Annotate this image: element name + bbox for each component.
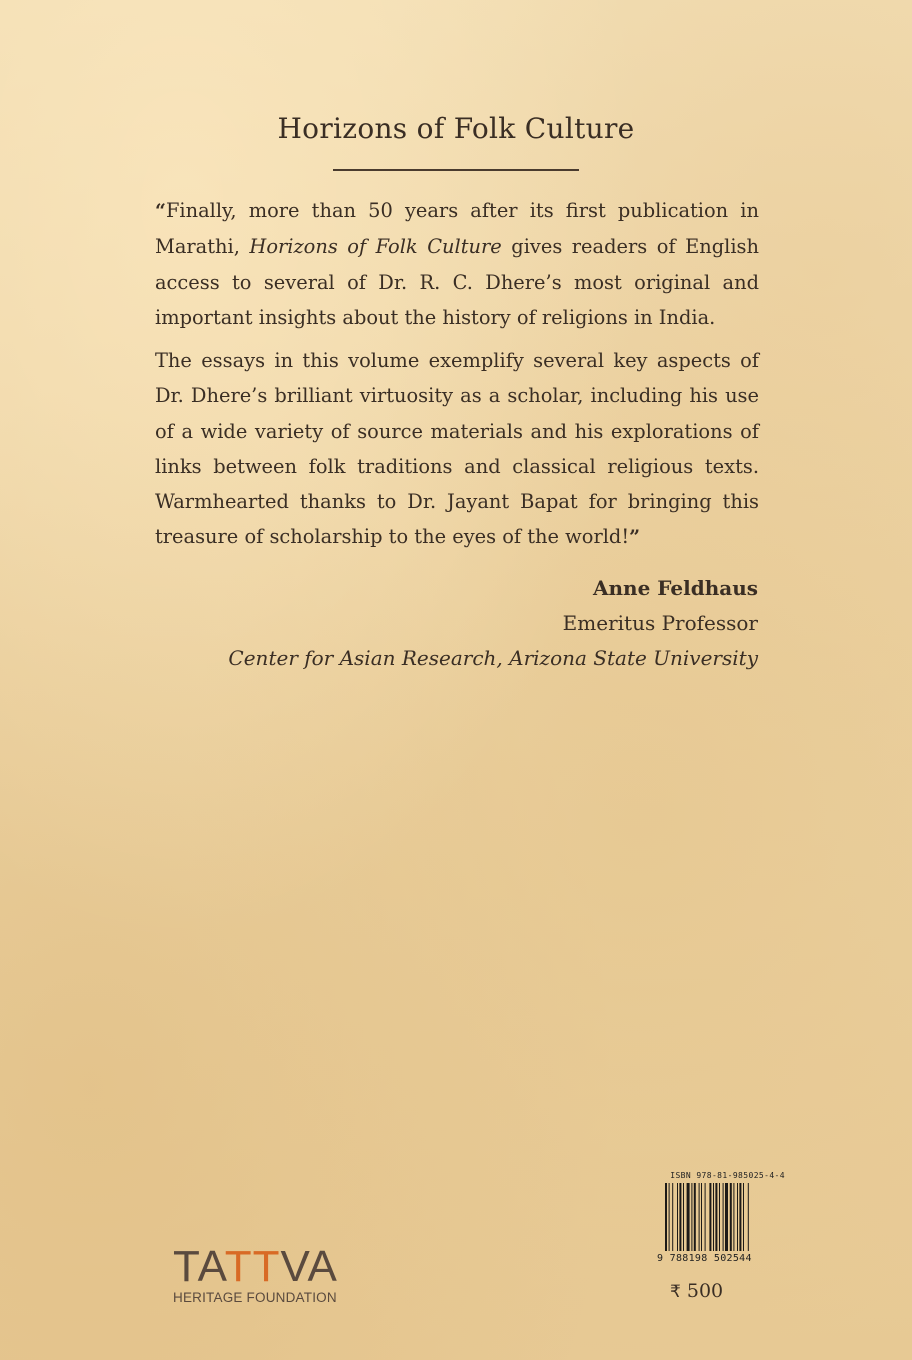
- rupee-icon: ₹: [670, 1282, 681, 1302]
- logo-part-1: TA: [173, 1242, 225, 1291]
- title-divider: [333, 169, 579, 171]
- quote-paragraph-2: [155, 343, 759, 556]
- barcode-graphic: [663, 1183, 783, 1253]
- open-quote-mark: “: [155, 200, 166, 222]
- quote-p1-text-a: Finally, more than 50 years after its first publication in Marathi,: [155, 199, 759, 259]
- publisher-logo-wordmark: [173, 1242, 338, 1291]
- price-amount: 500: [686, 1280, 724, 1302]
- attribution-name: Anne Feldhaus: [593, 576, 758, 600]
- logo-accent: TT: [224, 1242, 281, 1291]
- isbn-barcode-block: [657, 1170, 785, 1272]
- quote-p1-text-b: gives readers of English access to several of Dr. R. C. Dhere’s most original and important insights about the history of religions in India.: [155, 235, 759, 329]
- attribution-role: Emeritus Professor: [562, 611, 758, 635]
- publisher-logo: [173, 1242, 338, 1305]
- publisher-logo-subline: HERITAGE FOUNDATION: [173, 1290, 337, 1305]
- book-title: Horizons of Folk Culture: [277, 112, 635, 145]
- quote-p1-book-title: Horizons of Folk Culture: [249, 235, 502, 259]
- isbn-digits: 9 788198 502544: [657, 1253, 752, 1264]
- isbn-label: ISBN 978-81-985025-4-4: [670, 1171, 785, 1180]
- quote-paragraph-1: [155, 193, 759, 335]
- close-quote-mark: ”: [629, 526, 641, 549]
- quote-p2-text: The essays in this volume exemplify several key aspects of Dr. Dhere’s brilliant virtuosity as a scholar, including his use of a wide variety of source materials and his explorations of links between folk traditions and classical religious texts. Warmhearted thanks to Dr. Jayant Bapat for bringing this treasure of scholarship to the eyes of the world!: [155, 349, 759, 549]
- attribution-institution: Center for Asian Research, Arizona State University: [228, 646, 758, 670]
- logo-part-2: VA: [280, 1242, 338, 1291]
- price-tag: [670, 1280, 723, 1302]
